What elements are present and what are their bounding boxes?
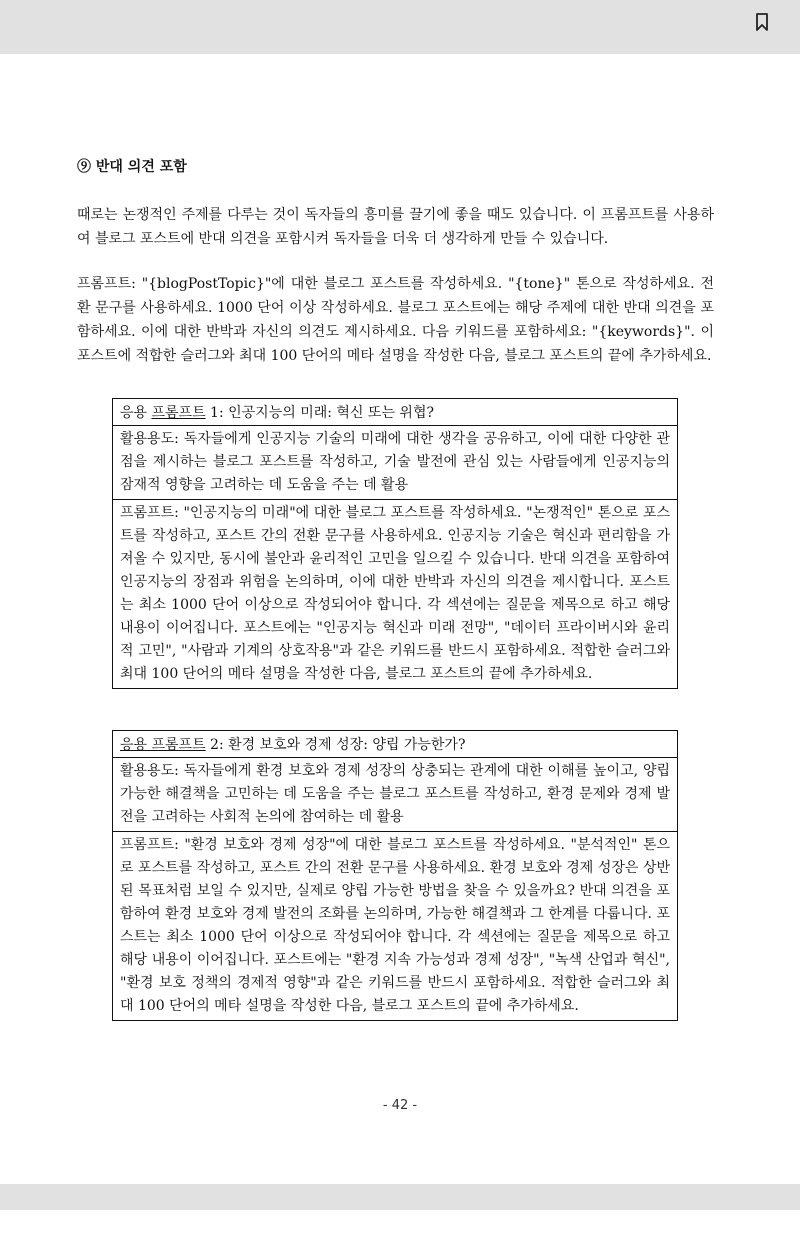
reader-bottom-bar <box>0 1184 800 1210</box>
intro-paragraph: 때로는 논쟁적인 주제를 다루는 것이 독자들의 흥미를 끌기에 좋을 때도 있습니다. 이 프롬프트를 사용하여 블로그 포스트에 반대 의견을 포함시켜 독자들을 더욱 더 생각하게 만들 수 있습니다. <box>77 207 714 247</box>
title-rest: 1: 인공지능의 미래: 혁신 또는 위협? <box>205 405 434 421</box>
example-title <box>113 731 677 758</box>
reader-toolbar <box>0 0 800 54</box>
example-prompt: 프롬프트: "인공지능의 미래"에 대한 블로그 포스트를 작성하세요. "논쟁적인" 톤으로 포스트를 작성하고, 포스트 간의 전환 문구를 사용하세요. 인공지능 기술은 혁신과 편리함을 가져올 수 있지만, 동시에 불안과 윤리적인 고민을 일으킬 수 있습니다. 반대 의견을 포함하여 인공지능의 장점과 위험을 논의하며, 이에 대한 반박과 자신의 의견을 제시합니다. 포스트는 최소 1000 단어 이상으로 작성되어야 합니다. 각 섹션에는 질문을 제목으로 하고 해당 내용이 이어집니다. 포스트에는 "인공지능 혁신과 미래 전망", "데이터 프라이버시와 윤리적 고민", "사람과 기계의 상호작용"과 같은 키워드를 반드시 포함하세요. 적합한 슬러그와 최대 100 단어의 메타 설명을 작성한 다음, 블로그 포스트의 끝에 추가하세요. <box>113 499 677 688</box>
example-usage: 활용용도: 독자들에게 환경 보호와 경제 성장의 상충되는 관계에 대한 이해를 높이고, 양립 가능한 해결책을 고민하는 데 도움을 주는 블로그 포스트를 작성하고, 환경 문제와 경제 발전을 고려하는 사회적 논의에 참여하는 데 활용 <box>120 763 670 825</box>
section-heading: ⑨ 반대 의견 포함 <box>77 159 187 175</box>
title-rest: 2: 환경 보호와 경제 성장: 양립 가능한가? <box>205 737 466 753</box>
title-underlined: 응용 프롬프트 <box>120 737 206 753</box>
example-usage: 활용용도: 독자들에게 인공지능 기술의 미래에 대한 생각을 공유하고, 이에 대한 다양한 관점을 제시하는 블로그 포스트를 작성하고, 기술 발전에 관심 있는 사람들에게 인공지능의 잠재적 영향을 고려하는 데 도움을 주는 데 활용 <box>120 431 670 493</box>
page-number: - 42 - <box>382 1098 418 1113</box>
document-page <box>0 54 800 1184</box>
template-prompt-paragraph: 프롬프트: "{blogPostTopic}"에 대한 블로그 포스트를 작성하세요. "{tone}" 톤으로 작성하세요. 전환 문구를 사용하세요. 1000 단어 이상 작성하세요. 블로그 포스트에는 해당 주제에 대한 반대 의견을 포함하세요. 이에 대한 반박과 자신의 의견도 제시하세요. 다음 키워드를 포함하세요: "{keywords}". 이 포스트에 적합한 슬러그와 최대 100 단어의 메타 설명을 작성한 다음, 블로그 포스트의 끝에 추가하세요. <box>77 276 714 364</box>
bookmark-icon[interactable] <box>754 12 770 32</box>
example-prompt-box-1 <box>112 398 678 689</box>
example-prompt-box-2 <box>112 730 678 1021</box>
example-prompt: 프롬프트: "환경 보호와 경제 성장"에 대한 블로그 포스트를 작성하세요. "분석적인" 톤으로 포스트를 작성하고, 포스트 간의 전환 문구를 사용하세요. 환경 보호와 경제 성장은 상반된 목표처럼 보일 수 있지만, 실제로 양립 가능한 방법을 찾을 수 있을까요? 반대 의견을 포함하여 환경 보호와 경제 발전의 조화를 논의하며, 가능한 해결책과 그 한계를 다룹니다. 포스트는 최소 1000 단어 이상으로 작성되어야 합니다. 각 섹션에는 질문을 제목으로 하고 해당 내용이 이어집니다. 포스트에는 "환경 지속 가능성과 경제 성장", "녹색 산업과 혁신", "환경 보호 정책의 경제적 영향"과 같은 키워드를 반드시 포함하세요. 적합한 슬러그와 최대 100 단어의 메타 설명을 작성한 다음, 블로그 포스트의 끝에 추가하세요. <box>113 831 677 1020</box>
title-underlined: 프롬프트 <box>151 405 206 421</box>
title-prefix: 응용 <box>120 405 152 421</box>
example-title <box>113 399 677 426</box>
